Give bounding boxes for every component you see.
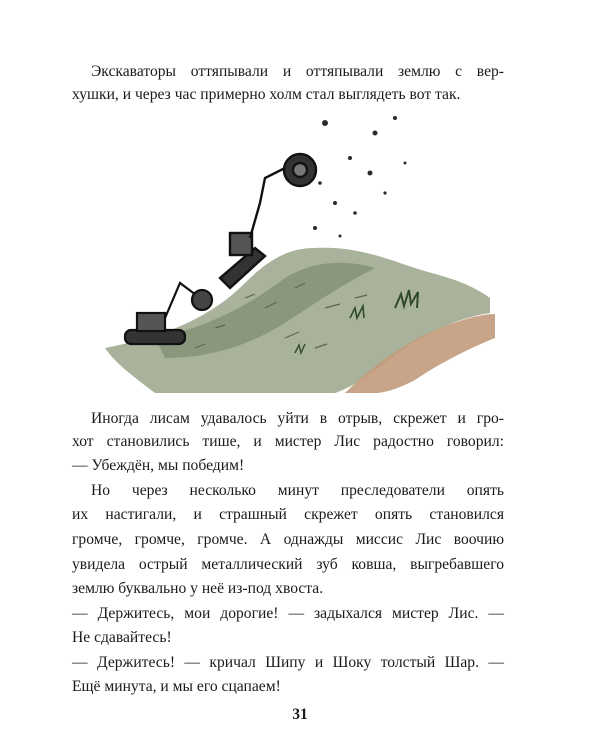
- body-line-1: Иногда лисам удавалось уйти в отрыв, скрежет и гро-: [91, 410, 504, 427]
- body-line-3: — Убеждён, мы победим!: [72, 457, 245, 474]
- body-line-8: землю буквально у неё из-под хвоста.: [72, 580, 324, 597]
- hill-excavators-illustration: [95, 108, 520, 393]
- body-line-5: их настигали, и страшный скрежет опять становился: [72, 506, 504, 523]
- body-line-12: Ещё минута, и мы его сцапаем!: [72, 678, 281, 695]
- body-line-4: Но через несколько минут преследователи опять: [91, 482, 504, 499]
- body-line-6: громче, громче, громче. А однажды миссис Лис воочию: [72, 531, 504, 548]
- page-number: 31: [292, 706, 308, 723]
- body-line-11: — Держитесь! — кричал Шипу и Шоку толстый Шар. —: [72, 654, 504, 671]
- body-line-9: — Держитесь, мои дорогие! — задыхался мистер Лис. —: [72, 605, 504, 622]
- paragraph1-line-1: Экскаваторы оттяпывали и оттяпывали землю с вер-: [91, 63, 504, 80]
- paragraph1-line-2: хушки, и через час примерно холм стал выглядеть вот так.: [72, 86, 461, 103]
- body-line-10: Не сдавайтесь!: [72, 629, 172, 646]
- body-line-7: увидела острый металлический зуб ковша, выгребавшего: [72, 556, 504, 573]
- body-line-2: хот становились тише, и мистер Лис радостно говорил:: [72, 433, 504, 450]
